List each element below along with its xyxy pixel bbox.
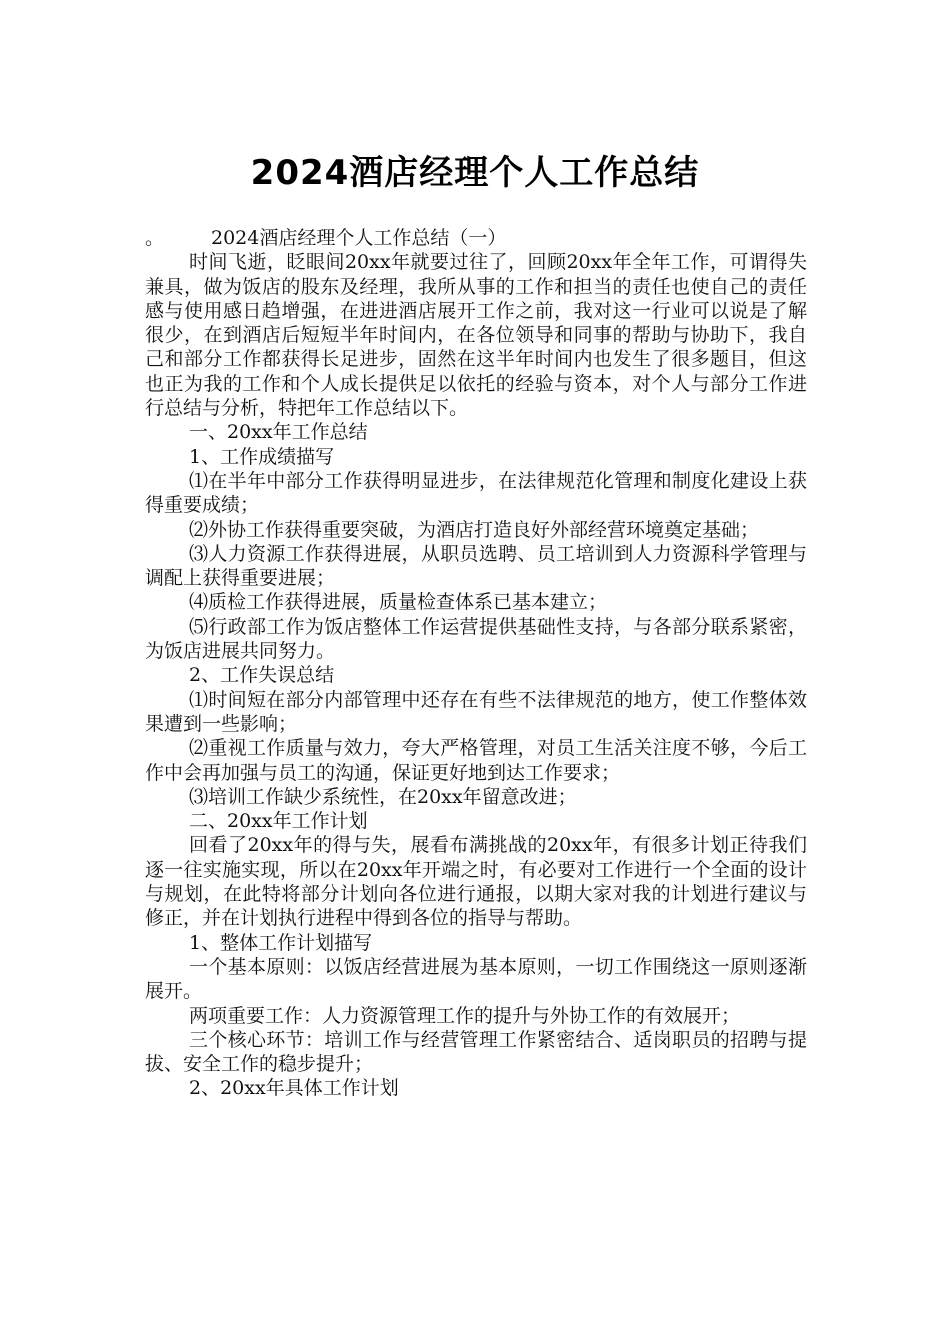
paragraph: 两项重要工作：人力资源管理工作的提升与外协工作的有效展开； xyxy=(189,1004,741,1027)
paragraph: 二、20xx年工作计划 xyxy=(189,810,368,833)
paragraph: ⑶人力资源工作获得进展，从职员选聘、员工培训到人力资源科学管理与调配上获得重要进展； xyxy=(145,542,807,590)
paragraph: 时间飞逝，眨眼间20xx年就要过往了，回顾20xx年全年工作，可谓得失兼具，做为饭店的股东及经理，我所从事的工作和担当的责任也使自己的责任感与使用感日趋增强，在进进酒店展开工作之前，我对这一行业可以说是了解很少，在到酒店后短短半年时间内，在各位领导和同事的帮助与协助下，我自己和部分工作都获得长足进步，固然在这半年时间内也发生了很多题目，但这也正为我的工作和个人成长提供足以依托的经验与资本，对个人与部分工作进行总结与分析，特把年工作总结以下。 xyxy=(145,251,807,420)
paragraph: 1、工作成绩描写 xyxy=(189,445,335,468)
paragraph: ⑵重视工作质量与效力，夸大严格管理，对员工生活关注度不够，今后工作中会再加强与员工的沟通，保证更好地到达工作要求； xyxy=(145,737,807,784)
paragraph: ⑵外协工作获得重要突破，为酒店打造良好外部经营环境奠定基础； xyxy=(189,518,760,541)
paragraph: 一个基本原则：以饭店经营进展为基本原则，一切工作围绕这一原则逐渐展开。 xyxy=(145,955,807,1003)
paragraph: 三个核心环节：培训工作与经营管理工作紧密结合、适岗职员的招聘与提拔、安全工作的稳步提升； xyxy=(145,1028,807,1076)
paragraph: ⑸行政部工作为饭店整体工作运营提供基础性支持，与各部分联系紧密，为饭店进展共同努力。 xyxy=(145,615,807,663)
paragraph: ⑴时间短在部分内部管理中还存在有些不法律规范的地方，使工作整体效果遭到一些影响； xyxy=(145,688,807,735)
paragraph: 回看了20xx年的得与失，展看布满挑战的20xx年，有很多计划正待我们逐一往实施实现，所以在20xx年开端之时，有必要对工作进行一个全面的设计与规划，在此特将部分计划向各位进行通报，以期大家对我的计划进行建议与修正，并在计划执行进程中得到各位的指导与帮助。 xyxy=(145,834,807,930)
paragraph: 2、20xx年具体工作计划 xyxy=(189,1077,399,1100)
paragraph: 2、工作失误总结 xyxy=(189,664,335,687)
paragraph: 一、20xx年工作总结 xyxy=(189,421,368,444)
paragraph: ⑶培训工作缺少系统性，在20xx年留意改进； xyxy=(189,785,577,808)
page-title: 2024酒店经理个人工作总结 xyxy=(250,152,700,193)
document-body xyxy=(145,226,807,1101)
paragraph: ⑴在半年中部分工作获得明显进步，在法律规范化管理和制度化建设上获得重要成绩； xyxy=(145,469,807,517)
section-heading xyxy=(145,226,807,250)
section-title: 2024酒店经理个人工作总结（一） xyxy=(211,227,507,249)
paragraph: ⑷质检工作获得进展，质量检查体系已基本建立； xyxy=(189,591,608,614)
lead-marker: 。 xyxy=(145,227,165,249)
paragraph: 1、整体工作计划描写 xyxy=(189,931,373,954)
